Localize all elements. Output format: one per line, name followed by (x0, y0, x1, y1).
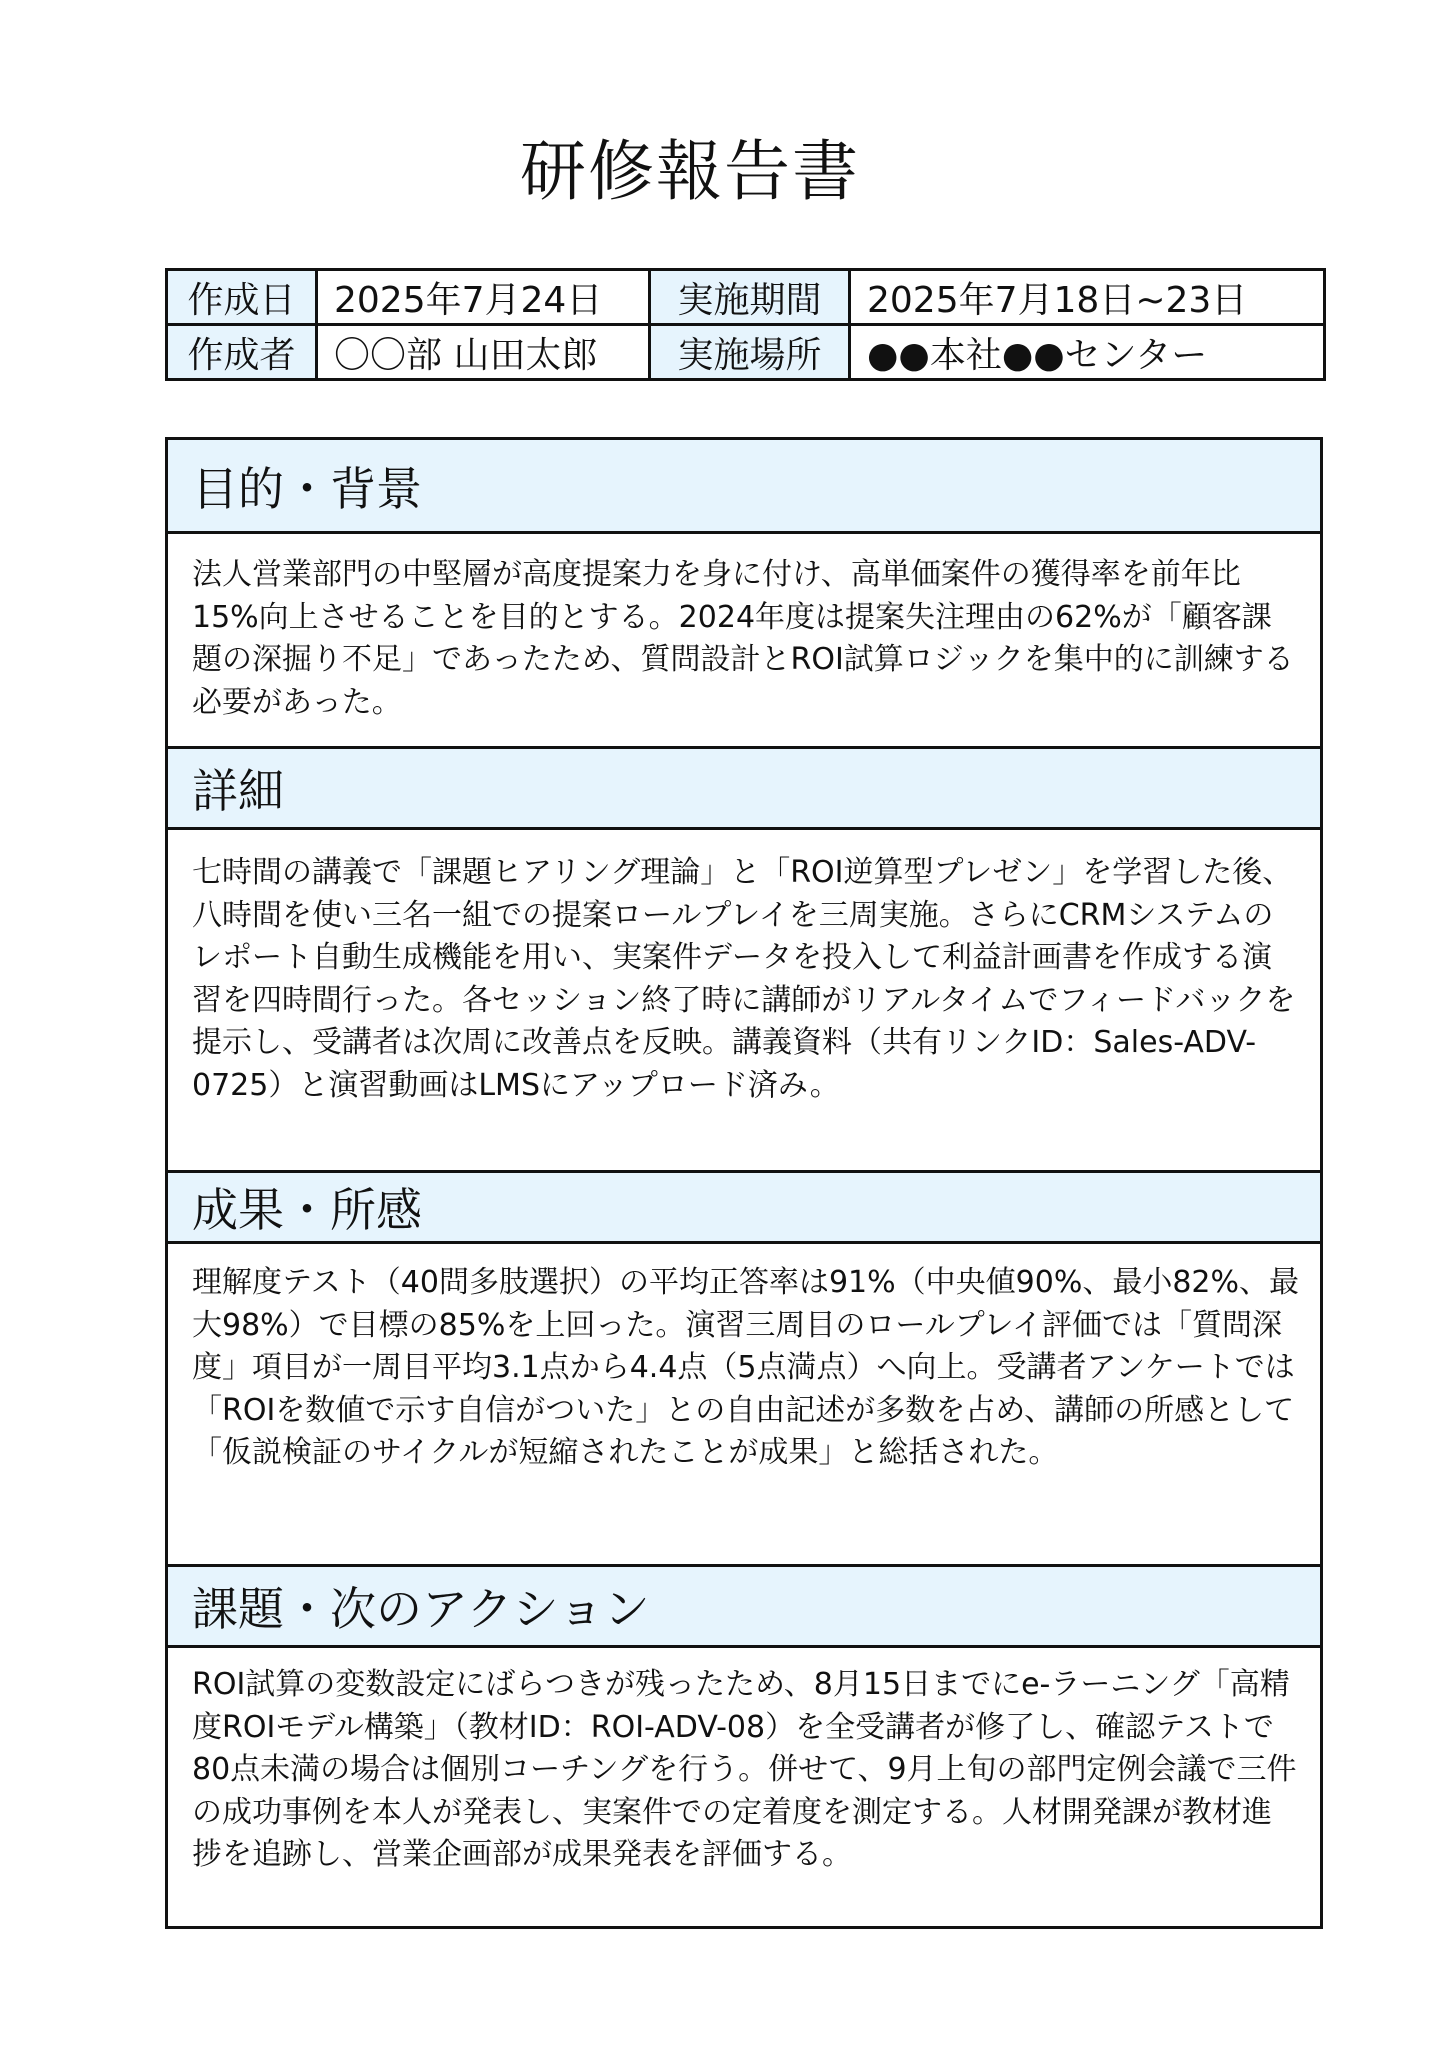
section-heading: 成果・所感 (168, 1170, 1320, 1244)
section-next-actions (168, 1564, 1320, 1926)
author-value: 〇〇部 山田太郎 (317, 325, 650, 380)
period-value: 2025年7月18日~23日 (850, 270, 1325, 325)
section-heading: 目的・背景 (168, 440, 1320, 534)
section-heading: 詳細 (168, 746, 1320, 830)
author-label: 作成者 (167, 325, 317, 380)
section-purpose (168, 440, 1320, 746)
location-value: ●●本社●●センター (850, 325, 1325, 380)
page-title: 研修報告書 (520, 133, 860, 210)
created-date-value: 2025年7月24日 (317, 270, 650, 325)
info-row (167, 325, 1325, 380)
section-body: 法人営業部門の中堅層が高度提案力を身に付け、高単価案件の獲得率を前年比15%向上させることを目的とする。2024年度は提案失注理由の62%が「顧客課題の深掘り不足」であったため、質問設計とROI試算ロジックを集中的に訓練する必要があった。 (192, 557, 1294, 720)
created-date-label: 作成日 (167, 270, 317, 325)
section-body: 七時間の講義で「課題ヒアリング理論」と「ROI逆算型プレゼン」を学習した後、八時間を使い三名一組での提案ロールプレイを三周実施。さらにCRMシステムのレポート自動生成機能を用い、実案件データを投入して利益計画書を作成する演習を四時間行った。各セッション終了時に講師がリアルタイムでフィードバックを提示し、受講者は次周に改善点を反映。講義資料（共有リンクID：Sales-ADV-0725）と演習動画はLMSにアップロード済み。 (192, 855, 1296, 1103)
section-details (168, 746, 1320, 1170)
report-info-table (165, 268, 1326, 381)
location-label: 実施場所 (650, 325, 850, 380)
period-label: 実施期間 (650, 270, 850, 325)
report-sections (165, 437, 1323, 1929)
section-body: ROI試算の変数設定にばらつきが残ったため、8月15日までにe-ラーニング「高精度ROIモデル構築」（教材ID：ROI-ADV-08）を全受講者が修了し、確認テストで80点未満の場合は個別コーチングを行う。併せて、9月上旬の部門定例会議で三件の成功事例を本人が発表し、実案件での定着度を測定する。人材開発課が教材進捗を追跡し、営業企画部が成果発表を評価する。 (192, 1667, 1297, 1872)
section-body: 理解度テスト（40問多肢選択）の平均正答率は91%（中央値90%、最小82%、最大98%）で目標の85%を上回った。演習三周目のロールプレイ評価では「質問深度」項目が一周目平均3.1点から4.4点（5点満点）へ向上。受講者アンケートでは「ROIを数値で示す自信がついた」との自由記述が多数を占め、講師の所感として「仮説検証のサイクルが短縮されたことが成果」と総括された。 (192, 1265, 1300, 1470)
info-row (167, 270, 1325, 325)
section-heading: 課題・次のアクション (168, 1564, 1320, 1648)
section-results (168, 1170, 1320, 1564)
